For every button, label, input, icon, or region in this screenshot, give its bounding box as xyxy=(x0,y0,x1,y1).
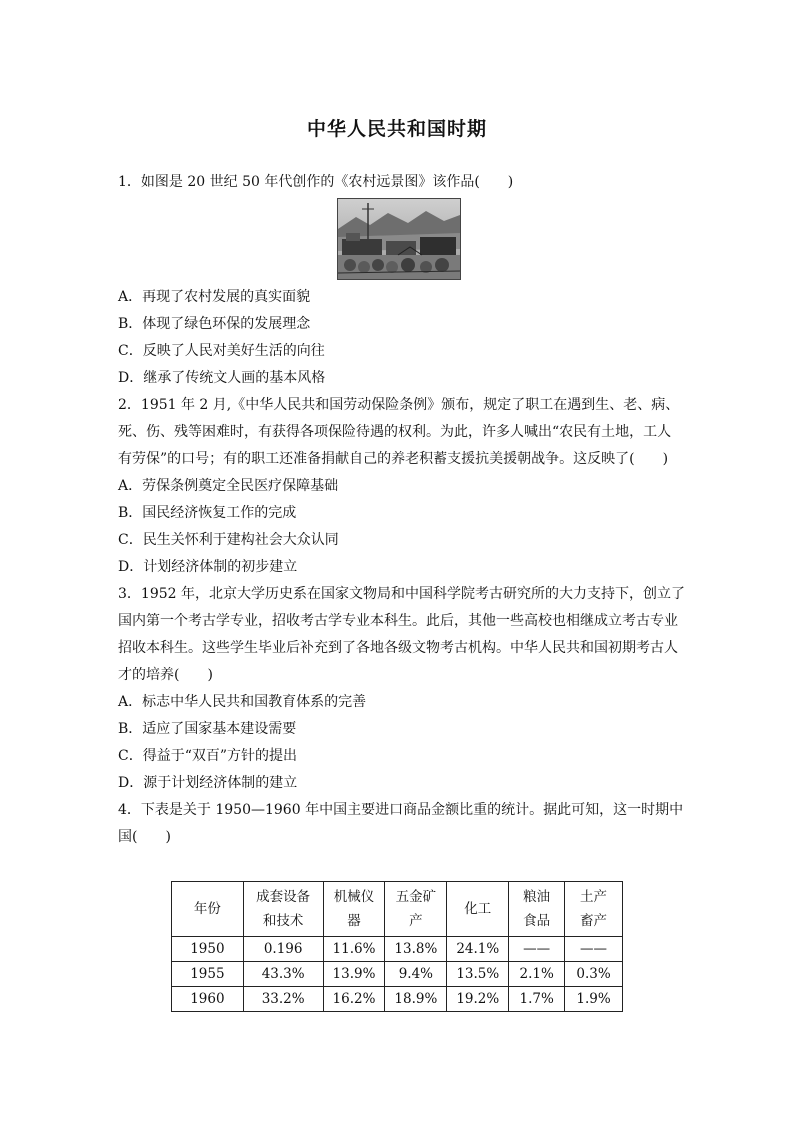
q2-stem-line-2: 死、伤、残等困难时，有获得各项保险待遇的权利。为此，许多人喊出“农民有土地，工人 xyxy=(118,424,672,440)
table-header-cell: 化工 xyxy=(447,882,509,937)
table-cell: 0.3% xyxy=(565,962,623,987)
table-cell: 13.5% xyxy=(447,962,509,987)
table-cell: 18.9% xyxy=(385,987,447,1012)
table-cell: 11.6% xyxy=(323,937,385,962)
table-cell: 16.2% xyxy=(323,987,385,1012)
table-header-cell: 年份 xyxy=(172,882,244,937)
table-cell: 1950 xyxy=(172,937,244,962)
table-row xyxy=(172,987,623,1012)
table-cell: 0.196 xyxy=(243,937,323,962)
rural-vision-painting-image xyxy=(337,198,461,280)
q2-stem-line-3: 有劳保”的口号；有的职工还准备捐献自己的养老积蓄支援抗美援朝战争。这反映了( ) xyxy=(118,451,669,467)
q2-option-b: B．国民经济恢复工作的完成 xyxy=(118,505,297,521)
q1-stem: 1．如图是 20 世纪 50 年代创作的《农村远景图》该作品( ) xyxy=(118,174,514,190)
q3-option-b: B．适应了国家基本建设需要 xyxy=(118,721,297,737)
q2-option-a: A．劳保条例奠定全民医疗保障基础 xyxy=(118,478,339,494)
q3-stem-line-4: 才的培养( ) xyxy=(118,667,213,683)
q4-stem-line-1: 4．下表是关于 1950—1960 年中国主要进口商品金额比重的统计。据此可知，这一时期中 xyxy=(118,802,684,818)
import-share-table xyxy=(171,881,623,1012)
table-header-cell: 成套设备 和技术 xyxy=(243,882,323,937)
table-cell: 19.2% xyxy=(447,987,509,1012)
q2-option-c: C．民生关怀利于建构社会大众认同 xyxy=(118,532,339,548)
q2-option-d: D．计划经济体制的初步建立 xyxy=(118,559,298,575)
q1-option-d: D．继承了传统文人画的基本风格 xyxy=(118,370,326,386)
table-cell: 13.8% xyxy=(385,937,447,962)
table-cell: 9.4% xyxy=(385,962,447,987)
q1-option-a: A．再现了农村发展的真实面貌 xyxy=(118,289,311,305)
q1-option-b: B．体现了绿色环保的发展理念 xyxy=(118,316,311,332)
q3-option-a: A．标志中华人民共和国教育体系的完善 xyxy=(118,694,367,710)
q2-stem-line-1: 2．1951 年 2 月,《中华人民共和国劳动保险条例》颁布，规定了职工在遇到生、老、病、 xyxy=(118,397,680,413)
q3-stem-line-3: 招收本科生。这些学生毕业后补充到了各地各级文物考古机构。中华人民共和国初期考古人 xyxy=(118,640,678,656)
table-header-cell: 五金矿 产 xyxy=(385,882,447,937)
table-cell: 43.3% xyxy=(243,962,323,987)
table-cell: 24.1% xyxy=(447,937,509,962)
table-cell: 2.1% xyxy=(509,962,565,987)
table-cell: 1960 xyxy=(172,987,244,1012)
q1-option-c: C．反映了人民对美好生活的向往 xyxy=(118,343,325,359)
table-row xyxy=(172,937,623,962)
q3-stem-line-1: 3．1952 年，北京大学历史系在国家文物局和中国科学院考古研究所的大力支持下，创立了 xyxy=(118,586,685,602)
table-cell: 33.2% xyxy=(243,987,323,1012)
table-cell: 1.7% xyxy=(509,987,565,1012)
table-row xyxy=(172,962,623,987)
table-cell: 13.9% xyxy=(323,962,385,987)
table-header-row xyxy=(172,882,623,937)
table-header-cell: 粮油 食品 xyxy=(509,882,565,937)
table-cell: 1955 xyxy=(172,962,244,987)
table-header-cell: 土产 畜产 xyxy=(565,882,623,937)
table-cell: —— xyxy=(509,937,565,962)
q3-stem-line-2: 国内第一个考古学专业，招收考古学专业本科生。此后，其他一些高校也相继成立考古专业 xyxy=(118,613,678,629)
q3-option-d: D．源于计划经济体制的建立 xyxy=(118,775,298,791)
table-cell: —— xyxy=(565,937,623,962)
q3-option-c: C．得益于“双百”方针的提出 xyxy=(118,748,298,764)
page-title: 中华人民共和国时期 xyxy=(306,118,487,140)
table-header-cell: 机械仪 器 xyxy=(323,882,385,937)
q4-stem-line-2: 国( ) xyxy=(118,829,171,845)
table-cell: 1.9% xyxy=(565,987,623,1012)
